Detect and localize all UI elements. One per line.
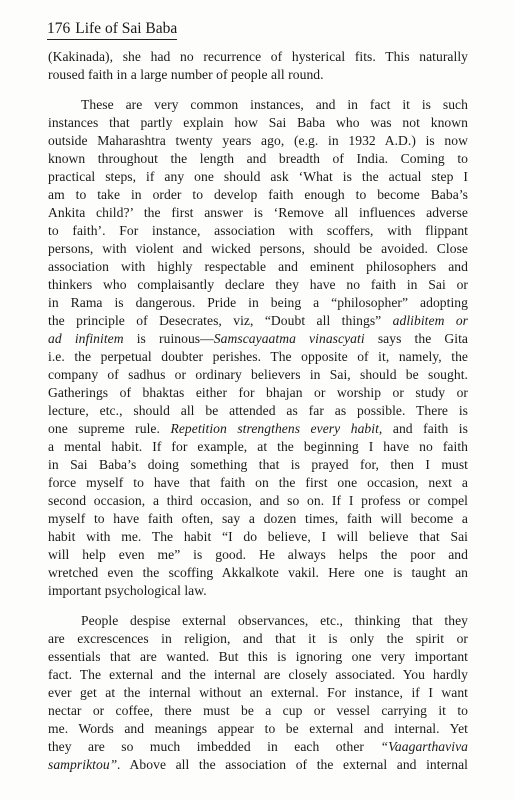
italic-phrase: sampriktou”.	[48, 757, 121, 772]
text-line: in Rama is dangerous. Pride in being a “philosopher” adopting	[48, 295, 468, 310]
text-line: Ankita child?’ the first answer is ‘Remove all influences adverse	[48, 205, 468, 220]
text-line: Gatherings of bhaktas either for bhajan or worship or study or	[48, 385, 468, 400]
text-line: important psychological law.	[48, 583, 207, 598]
text-line: known throughout the length and breadth of India. Coming to	[48, 151, 468, 166]
text-line: essentials that are wanted. But this is ignoring one very important	[48, 649, 468, 664]
text-span: is ruinous—	[136, 331, 214, 346]
text-line: roused faith in a large number of people all round.	[48, 67, 324, 82]
text-line: People despise external observances, etc., thinking that they	[81, 613, 468, 628]
text-span: says the Gita	[377, 331, 469, 346]
text-line: are excrescences in religion, and that it is only the spirit or	[48, 631, 468, 646]
text-line: wretched even the scoffing Akkalkote vakil. Here one is taught an	[48, 565, 468, 580]
text-line	[48, 756, 468, 774]
text-line: lecture, etc., should all be attended as far as possible. There is	[48, 403, 468, 418]
text-line: to faith’. For instance, association with scoffers, with flippant	[48, 223, 468, 238]
text-span: and faith is	[392, 421, 468, 436]
italic-phrase: ad	[48, 331, 62, 346]
text-span: they are so much imbedded in each other	[48, 739, 364, 754]
text-line	[48, 420, 468, 438]
text-line: company of sadhus or ordinary believers in Sai, should be sought.	[48, 367, 468, 382]
page-number: 176	[47, 20, 71, 37]
text-line: am to take in order to develop faith enough to become Baba’s	[48, 187, 468, 202]
text-span: one supreme rule.	[48, 421, 160, 436]
text-span: the principle of Desecrates, viz, “Doubt all things”	[48, 313, 382, 328]
text-line: ever get at the internal without an external. For instance, if I want	[48, 685, 468, 700]
text-line	[48, 738, 468, 756]
text-line	[48, 330, 468, 348]
running-header	[47, 20, 177, 40]
text-line: fact. The external and the internal are closely associated. You hardly	[48, 667, 468, 682]
text-line: practical steps, if any one should ask ‘What is the actual step I	[48, 169, 468, 184]
text-line: second occasion, a third occasion, and so on. If I profess or compel	[48, 493, 468, 508]
text-line	[48, 312, 468, 330]
text-line: thinkers who complaisantly declare they have no faith in Sai or	[48, 277, 468, 292]
text-line: persons, with violent and wicked persons, should be avoided. Close	[48, 241, 468, 256]
text-line: myself to have faith often, say a dozen times, faith will become a	[48, 511, 468, 526]
text-line: instances that partly explain how Sai Baba who was not known	[48, 115, 468, 130]
text-span: Above all the association of the external and internal	[129, 757, 468, 772]
text-line: force myself to have that faith on the first one occasion, next a	[48, 475, 468, 490]
italic-phrase: Samscayaatma vinascyati	[213, 331, 365, 346]
italic-phrase: infinitem	[74, 331, 124, 346]
italic-phrase: adlibitem or	[392, 313, 468, 328]
text-line: will help even me” is good. He always helps the poor and	[48, 547, 468, 562]
text-line: nectar or coffee, there must be a cup or vessel carrying it to	[48, 703, 468, 718]
text-line: association with highly respectable and eminent philosophers and	[48, 259, 468, 274]
text-line: i.e. the perpetual doubter perishes. The opposite of it, namely, the	[48, 349, 468, 364]
text-line: (Kakinada), she had no recurrence of hysterical fits. This naturally	[48, 49, 468, 64]
running-title: Life of Sai Baba	[75, 20, 178, 37]
text-line: in Sai Baba’s doing something that is prayed for, then I must	[48, 457, 468, 472]
italic-phrase: Repetition strengthens every habit,	[170, 421, 383, 436]
text-line: These are very common instances, and in fact it is such	[81, 97, 468, 112]
text-line: habit with me. The habit “I do believe, I will believe that Sai	[48, 529, 468, 544]
italic-phrase: “Vaagarthaviva	[380, 739, 468, 754]
text-line: outside Maharashtra twenty years ago, (e.g. in 1932 A.D.) is now	[48, 133, 468, 148]
text-line: me. Words and meanings appear to be external and internal. Yet	[48, 721, 468, 736]
text-line: a mental habit. If for example, at the beginning I have no faith	[48, 439, 468, 454]
